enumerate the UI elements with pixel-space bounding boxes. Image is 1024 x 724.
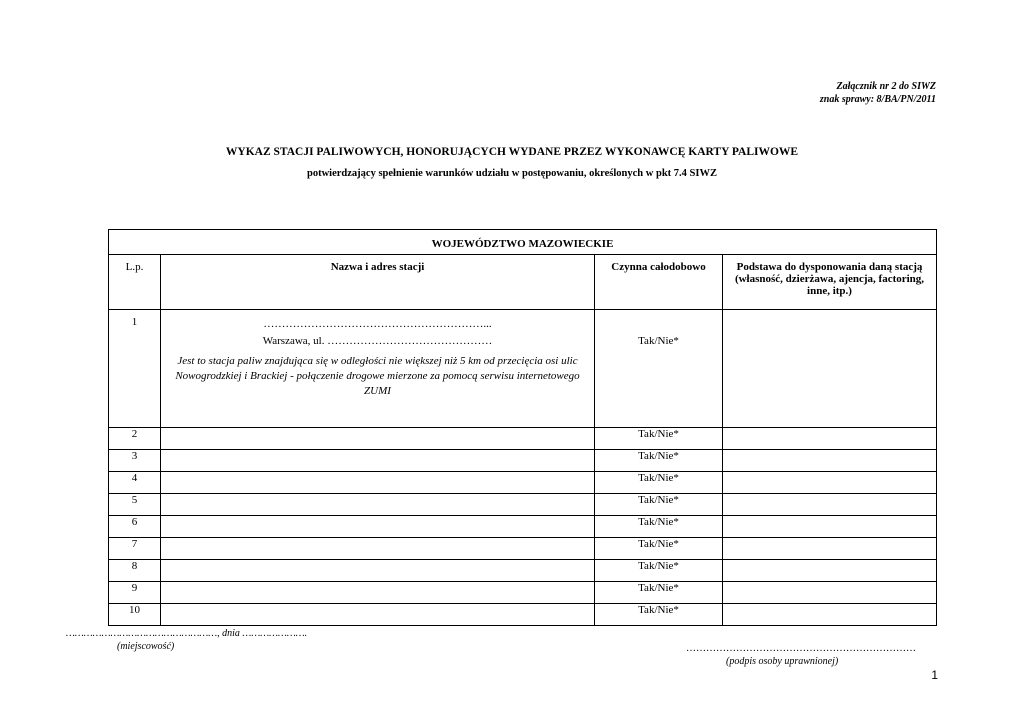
col-name-header: Nazwa i adres stacji	[161, 255, 595, 310]
row-name-cell[interactable]	[161, 538, 595, 560]
row-name-cell[interactable]	[161, 494, 595, 516]
row-name-cell[interactable]	[161, 428, 595, 450]
row-lp: 9	[109, 582, 161, 604]
table-row	[109, 538, 937, 560]
station-name-placeholder: ……………………………………………………...	[263, 318, 492, 330]
col-lp-header: L.p.	[109, 255, 161, 310]
row-lp: 10	[109, 604, 161, 626]
col-open-header: Czynna całodobowo	[595, 255, 723, 310]
row-name-cell[interactable]	[161, 516, 595, 538]
station-note: Jest to stacja paliw znajdująca się w odległości nie większej niż 5 km od przecięcia osi ulic Nowogrodzkiej i Brackiej - połączenie drogowe mierzone za pomocą serwisu internetowego ZUMI	[175, 355, 580, 397]
row-open[interactable]: Tak/Nie*	[595, 582, 723, 604]
row-basis[interactable]	[723, 560, 937, 582]
place-caption: (miejscowość)	[117, 641, 175, 652]
document-subtitle: potwierdzający spełnienie warunków udziału w postępowaniu, określonych w pkt 7.4 SIWZ	[307, 168, 717, 179]
column-header-row	[109, 255, 937, 310]
col-basis-header: Podstawa do dysponowania daną stacją (własność, dzierżawa, ajencja, factoring, inne, itp.)	[723, 255, 937, 310]
table-row	[109, 582, 937, 604]
row-lp: 4	[109, 472, 161, 494]
case-reference: znak sprawy: 8/BA/PN/2011	[819, 94, 936, 105]
row-basis[interactable]	[723, 494, 937, 516]
row-name-cell[interactable]	[161, 310, 595, 428]
table-row	[109, 560, 937, 582]
row-name-cell[interactable]	[161, 472, 595, 494]
row-open[interactable]: Tak/Nie*	[595, 428, 723, 450]
row-basis[interactable]	[723, 310, 937, 428]
table-row	[109, 604, 937, 626]
table-row	[109, 428, 937, 450]
attachment-label: Załącznik nr 2 do SIWZ	[836, 81, 936, 92]
row-lp: 7	[109, 538, 161, 560]
row-name-cell[interactable]	[161, 560, 595, 582]
table-row	[109, 516, 937, 538]
row-lp: 3	[109, 450, 161, 472]
attachment-reference	[820, 80, 936, 106]
row-basis[interactable]	[723, 538, 937, 560]
table-row	[109, 310, 937, 428]
row-open[interactable]: Tak/Nie*	[595, 604, 723, 626]
row-basis[interactable]	[723, 472, 937, 494]
row-name-cell[interactable]	[161, 450, 595, 472]
row-basis[interactable]	[723, 604, 937, 626]
table-row	[109, 472, 937, 494]
row-lp: 1	[109, 310, 161, 428]
row-basis[interactable]	[723, 582, 937, 604]
row-open[interactable]: Tak/Nie*	[595, 450, 723, 472]
row-open[interactable]: Tak/Nie*	[595, 516, 723, 538]
stations-table	[108, 229, 937, 626]
row-open[interactable]: Tak/Nie*	[595, 494, 723, 516]
signature-caption: (podpis osoby uprawnionej)	[726, 656, 839, 667]
row-lp: 2	[109, 428, 161, 450]
page-number: 1	[931, 668, 938, 682]
table-row	[109, 450, 937, 472]
row-open[interactable]: Tak/Nie*	[595, 310, 723, 428]
row-open[interactable]: Tak/Nie*	[595, 472, 723, 494]
document-title: WYKAZ STACJI PALIWOWYCH, HONORUJĄCYCH WYDANE PRZEZ WYKONAWCĘ KARTY PALIWOWE	[225, 146, 799, 158]
row-lp: 6	[109, 516, 161, 538]
row-basis[interactable]	[723, 516, 937, 538]
signature-line: ……………………………………………………………	[686, 643, 916, 654]
row-open[interactable]: Tak/Nie*	[595, 560, 723, 582]
row-lp: 8	[109, 560, 161, 582]
station-address-placeholder: Warszawa, ul. ………………………………………	[262, 335, 493, 347]
row-basis[interactable]	[723, 450, 937, 472]
place-date-line: ……………………………………………, dnia ………………….	[66, 628, 308, 639]
row-name-cell[interactable]	[161, 604, 595, 626]
region-header: WOJEWÓDZTWO MAZOWIECKIE	[109, 230, 937, 255]
table-row	[109, 494, 937, 516]
row-name-cell[interactable]	[161, 582, 595, 604]
row-basis[interactable]	[723, 428, 937, 450]
row-open[interactable]: Tak/Nie*	[595, 538, 723, 560]
row-lp: 5	[109, 494, 161, 516]
